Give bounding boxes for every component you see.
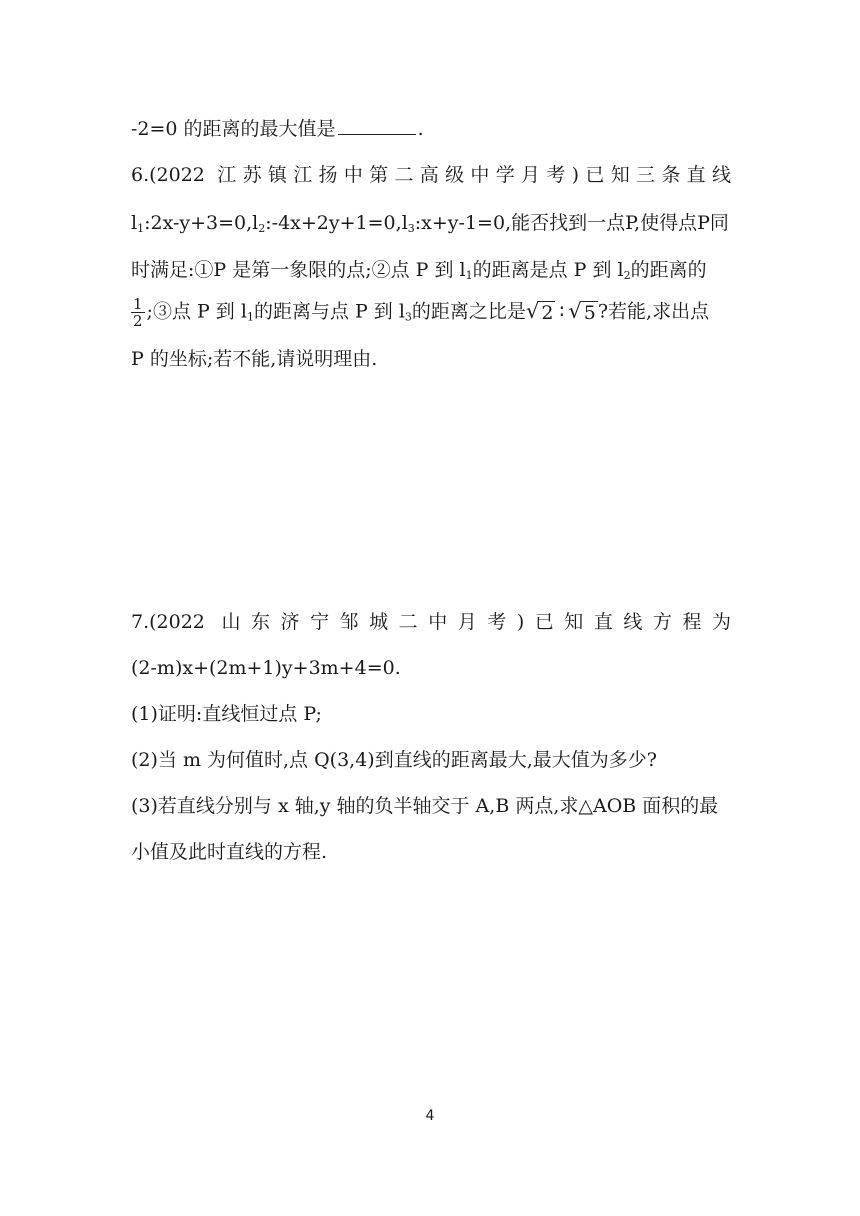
q7-part-3-line-2: 小值及此时直线的方程. (131, 841, 328, 863)
l1-equation: :2x-y+3=0, (144, 212, 253, 234)
l3-symbol: l (398, 300, 405, 323)
q6-line-2 (131, 211, 731, 235)
q5-tail-text: -2=0 的距离的最大值是 (131, 118, 336, 140)
radicand: 2 (541, 301, 554, 324)
q6-line-3-part-c: 的距离的 (630, 259, 707, 281)
q6-line-3-part-a: 时满足:①P 是第一象限的点;②点 P 到 (131, 259, 460, 281)
ratio-colon: ∶ (559, 300, 565, 323)
q7-line-1: 7.(2022 山东济宁邹城二中月考)已知直线方程为 (131, 611, 731, 633)
q6-line-1: 6.(2022 江苏镇江扬中第二高级中学月考)已知三条直线 (131, 164, 731, 186)
page-number: 4 (425, 1108, 435, 1124)
q6-line-3 (131, 258, 731, 282)
q6-line-4 (131, 296, 731, 329)
q7-part-1: (1)证明:直线恒过点 P; (131, 703, 322, 725)
l2-subscript: 2 (623, 269, 631, 282)
q6-line-4-part-d: ?若能,求出点 (597, 300, 710, 323)
fraction-denominator: 2 (133, 312, 143, 330)
q5-tail-line (131, 116, 731, 141)
q7-part-2: (2)当 m 为何值时,点 Q(3,4)到直线的距离最大,最大值为多少? (131, 749, 657, 771)
l2-subscript: 2 (258, 222, 266, 235)
l1-symbol: l (240, 300, 247, 323)
q7-line-2: (2-m)x+(2m+1)y+3m+4=0. (131, 657, 401, 679)
q5-tail-end: . (417, 118, 424, 140)
q6-line-4-part-b: 的距离与点 P 到 (253, 300, 399, 323)
sqrt-5 (568, 299, 597, 324)
l2-symbol: l (617, 259, 624, 281)
q7-part-3-line-1: (3)若直线分别与 x 轴,y 轴的负半轴交于 A,B 两点,求△AOB 面积的最 (131, 795, 719, 817)
q6-line-4-part-c: 的距离之比是 (411, 300, 526, 323)
l1-subscript: 1 (465, 269, 473, 282)
l3-symbol: l (401, 212, 408, 234)
radicand: 5 (583, 301, 596, 324)
l2-symbol: l (252, 212, 259, 234)
l2-equation: :-4x+2y+1=0, (265, 212, 402, 234)
l3-subscript: 3 (404, 310, 412, 324)
l1-symbol: l (459, 259, 466, 281)
l3-equation: :x+y-1=0,能否找到一点P,使得点P同 (414, 212, 729, 234)
fraction-one-half (131, 296, 145, 329)
l1-symbol: l (131, 212, 138, 234)
sqrt-2 (526, 299, 555, 324)
fraction-numerator: 1 (133, 295, 143, 313)
radical-sign: √ (568, 298, 582, 323)
q6-line-3-part-b: 的距离是点 P 到 (472, 259, 618, 281)
l3-subscript: 3 (407, 222, 415, 235)
radical-sign: √ (525, 298, 540, 323)
l1-subscript: 1 (137, 222, 145, 235)
l1-subscript: 1 (246, 310, 254, 324)
q6-line-4-part-a: ;③点 P 到 (146, 300, 241, 323)
q6-line-5: P 的坐标;若不能,请说明理由. (131, 348, 378, 370)
answer-blank (338, 116, 416, 135)
